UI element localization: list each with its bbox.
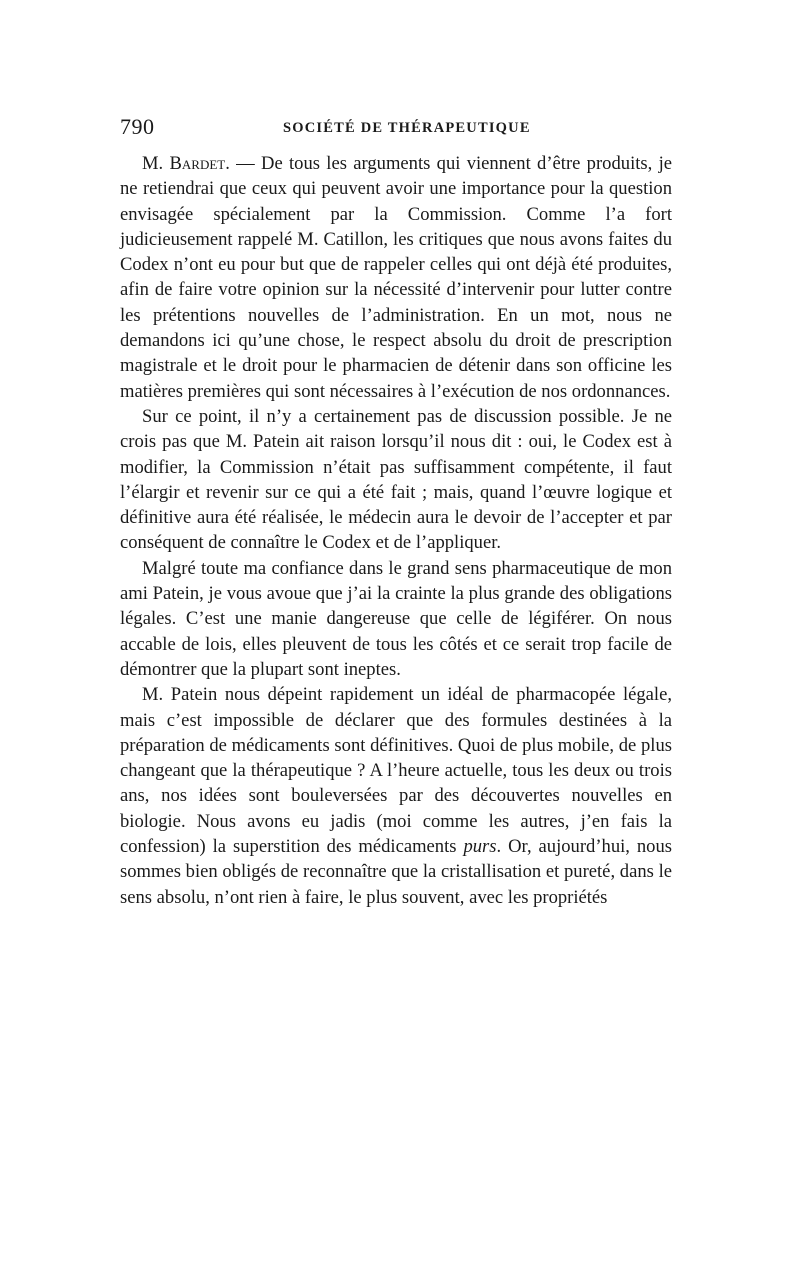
body-text <box>120 151 672 910</box>
paragraph-1-text: . — De tous les arguments qui viennent d’être produits, je ne retiendrai que ceux qui peuvent avoir une importance pour la question envisagée spécialement par la Commission. Comme l’a fort judicieusement rappelé M. Catillon, les critiques que nous avons faites du Codex n’ont eu pour but que de rappeler celles qui ont déjà été produites, afin de faire votre opinion sur la nécessité d’intervenir pour lutter contre les prétentions nouvelles de l’administration. En un mot, nous ne demandons ici qu’une chose, le respect absolu du droit de prescription magistrale et le droit pour le pharmacien de détenir dans son officine les matières premières qui sont nécessaires à l’exécution de nos ordonnances. <box>120 153 672 402</box>
running-title: SOCIÉTÉ DE THÉRAPEUTIQUE <box>283 120 531 136</box>
page-number: 790 <box>120 114 155 139</box>
italic-word: purs <box>463 836 497 858</box>
paragraph-3: Malgré toute ma confiance dans le grand sens pharmaceutique de mon ami Patein, je vous avoue que j’ai la crainte la plus grande des obligations légales. C’est une manie dangereuse que celle de légiférer. On nous accable de lois, elles pleuvent de tous les côtés et ce serait trop facile de démontrer que la plupart sont ineptes. <box>120 557 672 680</box>
paragraph-4-text-after: . Or, aujourd’hui, nous sommes bien obligés de reconnaître que la cristallisation et pureté, dans le sens absolu, n’ont rien à faire, le plus souvent, avec les propriétés <box>120 836 672 908</box>
paragraph-2: Sur ce point, il n’y a certainement pas de discussion possible. Je ne crois pas que M. Patein ait raison lorsqu’il nous dit : oui, le Codex est à modifier, la Commission n’était pas suffisamment compétente, il faut l’élargir et revenir sur ce qui a été fait ; mais, quand l’œuvre logique et définitive aura été réalisée, le médecin aura le devoir de l’accepter et par conséquent de connaître le Codex et de l’appliquer. <box>120 405 672 554</box>
paragraph-4 <box>120 682 672 910</box>
paragraph-4-text-before: M. Patein nous dépeint rapidement un idéal de pharmacopée légale, mais c’est impossible de déclarer que des formules destinées à la préparation de médicaments sont définitives. Quoi de plus mobile, de plus changeant que la thérapeutique ? A l’heure actuelle, tous les deux ou trois ans, nos idées sont bouleversées par des découvertes nouvelles en biologie. Nous avons eu jadis (moi comme les autres, j’en fais la confession) la superstition des médicaments <box>120 684 672 858</box>
speaker-name: Bardet <box>169 153 226 174</box>
paragraph-1 <box>120 151 672 404</box>
document-page <box>120 113 672 910</box>
speaker-prefix: M. <box>142 153 170 174</box>
running-header <box>120 113 672 141</box>
